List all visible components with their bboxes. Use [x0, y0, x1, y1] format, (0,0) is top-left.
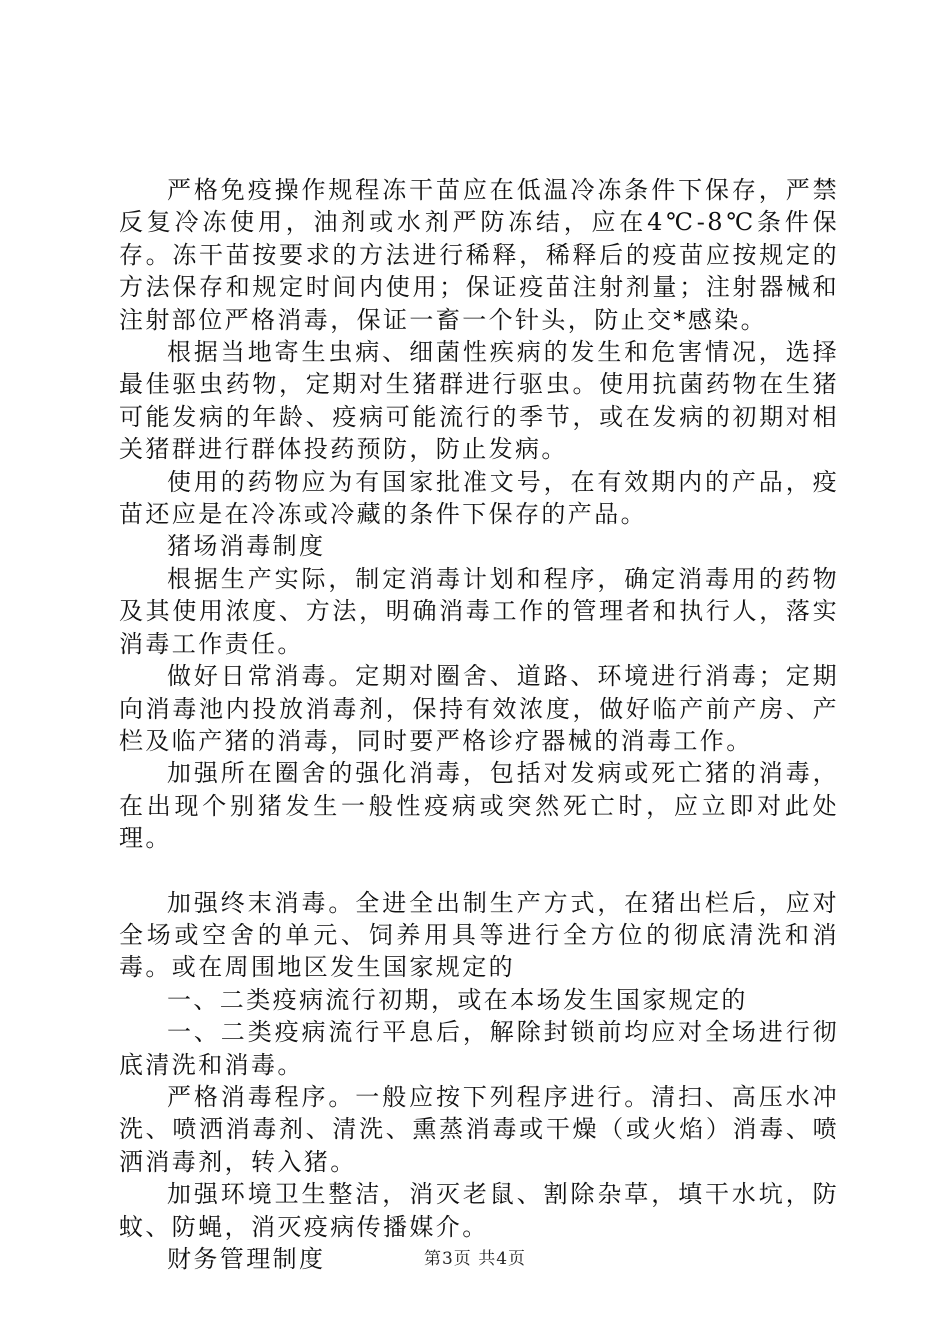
- paragraph-disinfection-plan: 根据生产实际，制定消毒计划和程序，确定消毒用的药物及其使用浓度、方法，明确消毒工作的管理者和执行人，落实消毒工作责任。: [119, 564, 839, 658]
- paragraph-vaccine-storage: 严格免疫操作规程冻干苗应在低温冷冻条件下保存，严禁反复冷冻使用，油剂或水剂严防冻结，应在4℃-8℃条件保存。冻干苗按要求的方法进行稀释，稀释后的疫苗应按规定的方法保存和规定时间内使用；保证疫苗注射剂量；注射器械和注射部位严格消毒，保证一畜一个针头，防止交*感染。: [119, 176, 839, 334]
- page-number: 第3页 共4页: [423, 1249, 527, 1269]
- paragraph-epidemic-initial: 一、二类疫病流行初期，或在本场发生国家规定的: [167, 985, 748, 1014]
- section-heading-disinfection: 猪场消毒制度: [167, 532, 326, 561]
- paragraph-epidemic-subsided: 一、二类疫病流行平息后，解除封锁前均应对全场进行彻底清洗和消毒。: [119, 1018, 839, 1079]
- paragraph-disinfection-procedure: 严格消毒程序。一般应按下列程序进行。清扫、高压水冲洗、喷洒消毒剂、清洗、熏蒸消毒或干燥（或火焰）消毒、喷洒消毒剂，转入猪。: [119, 1082, 839, 1176]
- paragraph-deworming: 根据当地寄生虫病、细菌性疾病的发生和危害情况，选择最佳驱虫药物，定期对生猪群进行驱虫。使用抗菌药物在生猪可能发病的年龄、疫病可能流行的季节，或在发病的初期对相关猪群进行群体投药预防，防止发病。: [119, 338, 839, 464]
- document-body: [119, 174, 839, 1275]
- paragraph-drug-approval: 使用的药物应为有国家批准文号，在有效期内的产品，疫苗还应是在冷冻或冷藏的条件下保存的产品。: [119, 467, 839, 529]
- paragraph-environment-hygiene: 加强环境卫生整洁，消灭老鼠、割除杂草，填干水坑，防蚊、防蝇，消灭疫病传播媒介。: [119, 1180, 839, 1241]
- paragraph-intensive-disinfection: 加强所在圈舍的强化消毒，包括对发病或死亡猪的消毒，在出现个别猪发生一般性疫病或突然死亡时，应立即对此处理。: [119, 759, 839, 853]
- paragraph-daily-disinfection: 做好日常消毒。定期对圈舍、道路、环境进行消毒；定期向消毒池内投放消毒剂，保持有效浓度，做好临产前产房、产栏及临产猪的消毒，同时要严格诊疗器械的消毒工作。: [119, 662, 839, 755]
- section-heading-finance: 财务管理制度: [167, 1245, 326, 1273]
- paragraph-terminal-disinfection: 加强终末消毒。全进全出制生产方式，在猪出栏后，应对全场或空舍的单元、饲养用具等进行全方位的彻底清洗和消毒。或在周围地区发生国家规定的: [119, 888, 839, 982]
